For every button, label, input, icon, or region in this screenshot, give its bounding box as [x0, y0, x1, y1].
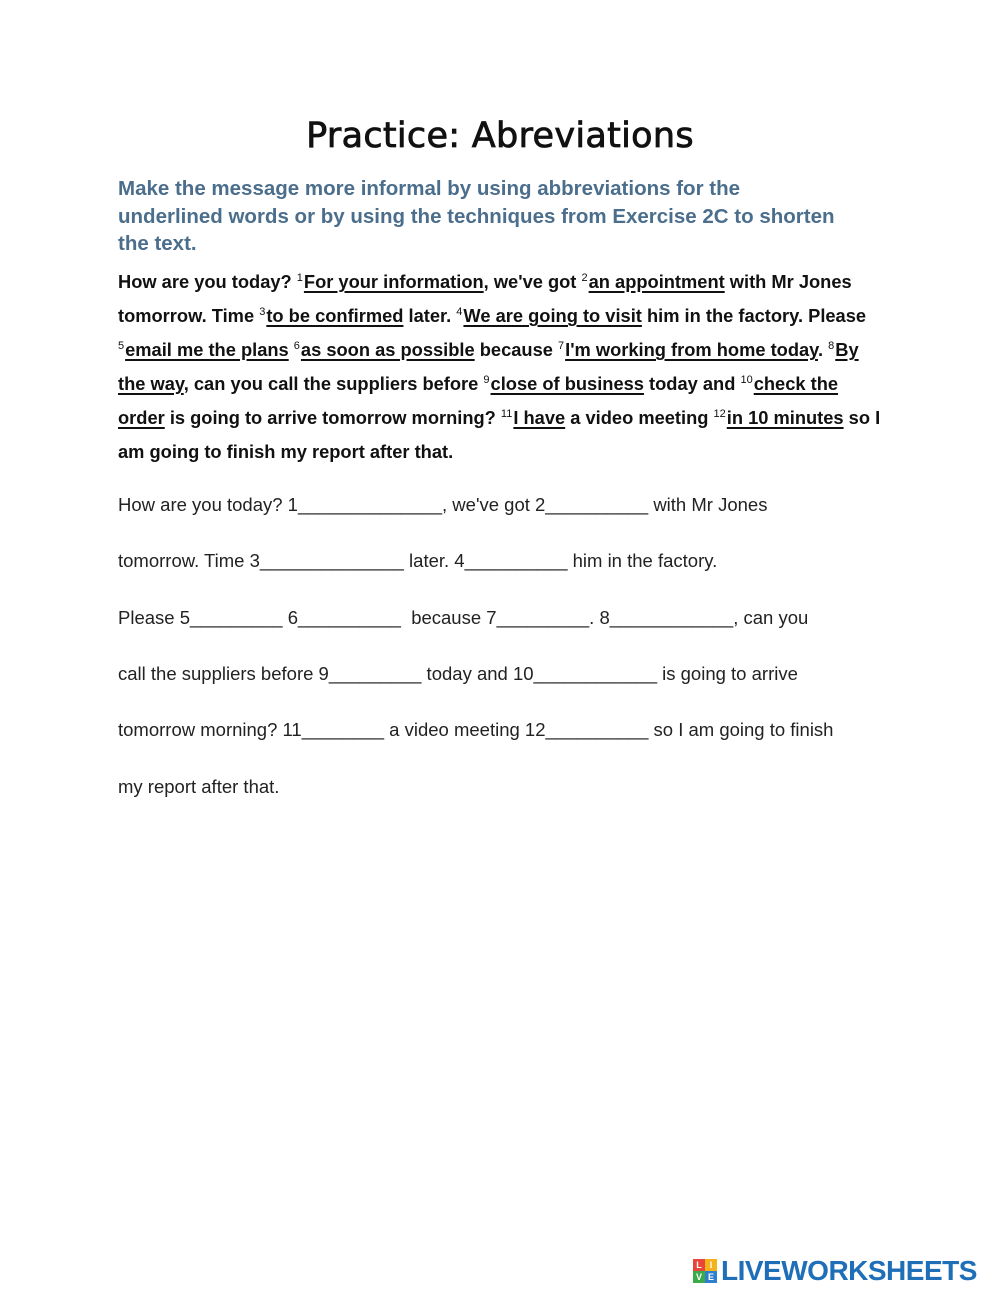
logo-letter: I [705, 1259, 717, 1271]
underlined-phrase: email me the plans [125, 339, 289, 360]
fill-line-text: Please 5_________ 6__________ because 7_________. 8____________, can you [118, 607, 809, 628]
source-passage [118, 265, 888, 469]
item-number: 9 [483, 374, 490, 386]
underlined-phrase: as soon as possible [300, 339, 475, 360]
underlined-phrase: I'm working from home today [565, 339, 818, 360]
underlined-phrase: We are going to visit [463, 305, 642, 326]
logo-letter: V [693, 1271, 705, 1283]
underlined-phrase: close of business [490, 373, 644, 394]
underlined-phrase: in 10 minutes [726, 407, 844, 428]
instructions-text: Make the message more informal by using abbreviations for the underlined words or by using the techniques from Exercise 2C to shorten the text. [118, 177, 835, 255]
passage-text: , can you call the suppliers before [183, 373, 484, 394]
passage-text: later. [403, 305, 457, 326]
passage-text: is going to arrive tomorrow morning? [164, 407, 501, 428]
item-number: 4 [456, 306, 463, 318]
fill-line-4[interactable] [118, 663, 938, 685]
underlined-phrase: For your information [303, 271, 484, 292]
passage-text: How are you today? [118, 271, 297, 292]
item-number: 2 [581, 272, 588, 284]
passage-text: today and [643, 373, 741, 394]
item-number: 6 [293, 340, 300, 352]
underlined-phrase: By the way [118, 339, 859, 394]
item-number: 10 [740, 374, 753, 386]
fill-line-text: tomorrow. Time 3______________ later. 4__________ him in the factory. [118, 550, 718, 571]
liveworksheets-logo[interactable] [693, 1255, 993, 1287]
fill-line-5[interactable] [118, 719, 938, 741]
fill-line-text: tomorrow morning? 11________ a video meeting 12__________ so I am going to finish [118, 719, 834, 740]
underlined-phrase: an appointment [588, 271, 725, 292]
passage-text: a video meeting [565, 407, 714, 428]
fill-line-text: my report after that. [118, 776, 280, 797]
item-number: 5 [118, 340, 125, 352]
item-number: 3 [259, 306, 266, 318]
passage-text: , we've got [483, 271, 582, 292]
brand-text: LIVEWORKSHEETS [721, 1255, 977, 1286]
item-number: 8 [828, 340, 835, 352]
passage-text: him in the factory. Please [641, 305, 867, 326]
item-number: 11 [500, 408, 513, 420]
logo-letter: L [693, 1259, 705, 1271]
passage-text: . [817, 339, 829, 360]
fill-line-text: How are you today? 1______________, we've got 2__________ with Mr Jones [118, 494, 768, 515]
underlined-phrase: I have [513, 407, 566, 428]
fill-line-6 [118, 776, 938, 798]
item-number: 1 [296, 272, 303, 284]
page-title: Practice: Abreviations [306, 116, 694, 156]
passage-text: because [474, 339, 558, 360]
fill-line-text: call the suppliers before 9_________ today and 10____________ is going to arrive [118, 663, 798, 684]
fill-line-3[interactable] [118, 607, 938, 629]
underlined-phrase: check the order [118, 373, 839, 428]
liveworksheets-icon [693, 1259, 717, 1283]
passage-text: so I am going to finish my report after that. [118, 407, 881, 462]
item-number: 7 [557, 340, 565, 352]
fill-line-2[interactable] [118, 550, 938, 572]
item-number: 12 [713, 408, 726, 420]
passage-text: with Mr Jones tomorrow. Time [118, 271, 852, 326]
logo-letter: E [705, 1271, 717, 1283]
underlined-phrase: to be confirmed [266, 305, 404, 326]
fill-line-1[interactable] [118, 494, 938, 516]
